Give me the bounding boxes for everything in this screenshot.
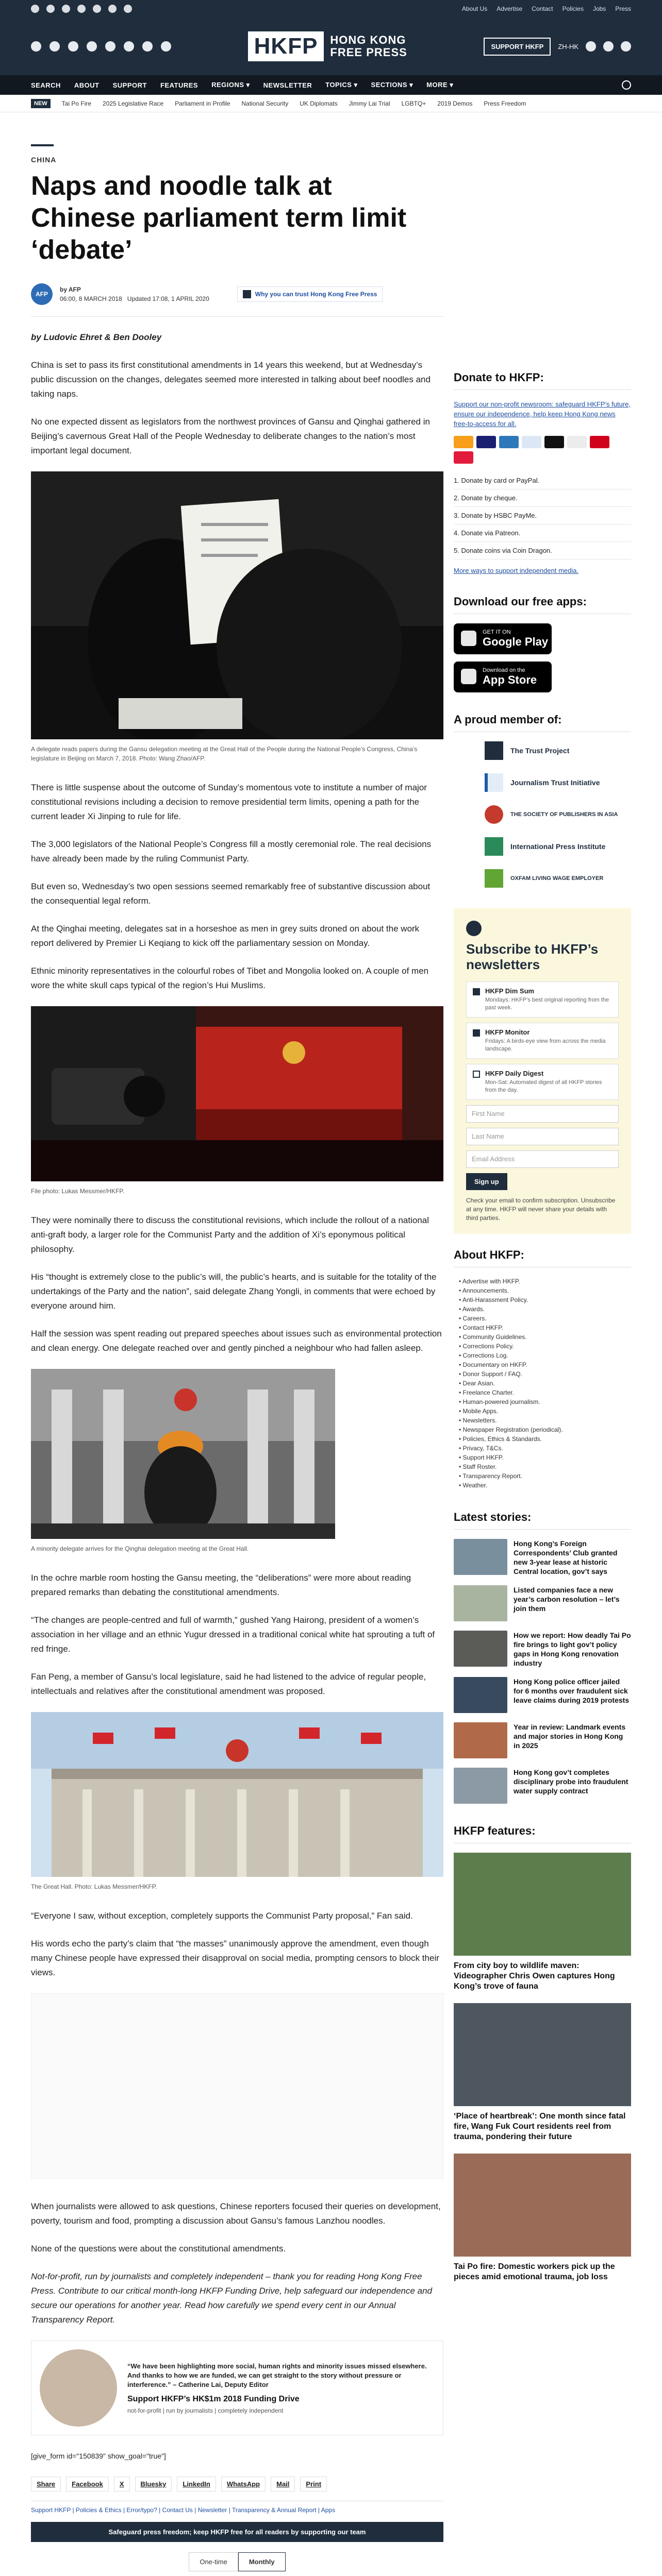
about-link[interactable]: • Privacy, T&Cs. — [459, 1444, 631, 1453]
article-authors: by Ludovic Ehret & Ben Dooley — [31, 332, 162, 342]
trending-item[interactable]: LGBTQ+ — [401, 99, 426, 107]
linkedin-icon[interactable] — [124, 41, 134, 52]
about-link[interactable]: • Newsletters. — [459, 1416, 631, 1425]
header-actions — [484, 38, 631, 56]
story-title: Listed companies face a new year’s carbon resolution – let’s join them — [514, 1586, 620, 1613]
embedded-post — [31, 1993, 443, 2179]
trending-bar — [0, 95, 662, 112]
app-store-button[interactable] — [454, 662, 552, 692]
applepay-icon — [544, 436, 564, 448]
publish-date: 06:00, 8 MARCH 2018 — [60, 295, 122, 302]
updated-date: Updated 17:08, 1 APRIL 2020 — [127, 295, 209, 302]
instagram-icon[interactable] — [68, 41, 78, 52]
newsletter-name: HKFP Daily Digest — [485, 1070, 544, 1077]
top-link[interactable]: Contact — [532, 5, 553, 12]
about-link[interactable]: • Donor Support / FAQ. — [459, 1369, 631, 1379]
donate-text — [454, 399, 631, 429]
nav-item-regions[interactable]: REGIONS ▾ — [211, 81, 250, 89]
user-icon[interactable] — [586, 41, 596, 52]
story-thumbnail — [454, 1539, 507, 1575]
visa-icon — [476, 436, 496, 448]
latest-story[interactable] — [454, 1677, 631, 1713]
latest-story[interactable] — [454, 1722, 631, 1758]
newsletter-desc: Mon-Sat: Automated digest of all HKFP stories from the day. — [485, 1079, 602, 1093]
photo-caption: A minority delegate arrives for the Qinghai delegation meeting at the Great Hall. — [31, 1545, 249, 1552]
banner-subtext: not-for-profit | run by journalists | completely independent — [127, 2407, 284, 2414]
feature-story[interactable] — [454, 2003, 631, 2142]
top-link[interactable]: Press — [615, 5, 631, 12]
share-bluesky-button[interactable]: Bluesky — [135, 2477, 172, 2492]
signup-button[interactable]: Sign up — [466, 1173, 507, 1190]
feature-image — [454, 2154, 631, 2257]
top-links — [462, 5, 631, 12]
google-play-button[interactable] — [454, 623, 552, 654]
paragraph: But even so, Wednesday’s two open sessions seemed remarkably free of substantive discussion about the consequential legal reform. — [31, 882, 431, 906]
email-field[interactable]: Email Address — [466, 1150, 619, 1168]
about-link[interactable]: • Support HKFP. — [459, 1453, 631, 1462]
author-avatar[interactable]: AFP — [31, 283, 53, 305]
share-button[interactable]: Share — [31, 2477, 61, 2492]
unionpay-icon — [590, 436, 609, 448]
top-link[interactable]: About Us — [461, 5, 488, 12]
newsletter-title: Subscribe to HKFP’s newsletters — [466, 941, 599, 972]
member-name: THE SOCIETY OF PUBLISHERS IN ASIA — [510, 811, 618, 818]
google-play-icon — [461, 631, 476, 646]
feature-image — [454, 2003, 631, 2106]
first-name-field[interactable]: First Name — [466, 1105, 619, 1123]
search-icon[interactable] — [603, 41, 614, 52]
logo-line-1: HONG KONG — [330, 33, 406, 46]
top-link[interactable]: Policies — [562, 5, 584, 12]
paragraph: When journalists were allowed to ask questions, Chinese reporters focused their queries on development, poverty, tourism and food, prompting a discussion about Gansu’s famous Lanzhou noodles. — [31, 2201, 441, 2226]
trending-item[interactable]: Jimmy Lai Trial — [349, 99, 390, 107]
new-badge: NEW — [31, 99, 51, 108]
donate-option[interactable]: 3. Donate by HSBC PayMe. — [454, 507, 631, 524]
photo-minority-delegate — [31, 1369, 335, 1539]
frequency-monthly[interactable]: Monthly — [238, 2552, 286, 2571]
telegram-icon[interactable] — [93, 5, 101, 13]
about-list — [454, 1277, 631, 1490]
story-title: Hong Kong’s Foreign Correspondents’ Club granted new 3-year lease at historic Central location, gov’t says — [514, 1539, 618, 1575]
about-link[interactable]: • Careers. — [459, 1314, 631, 1323]
jti-icon — [485, 773, 503, 792]
amex-icon — [499, 436, 519, 448]
newsletter-signup — [454, 908, 631, 1234]
member-logo[interactable] — [454, 837, 631, 856]
trust-project-icon — [485, 741, 503, 760]
photo-delegate-reading-art — [31, 471, 443, 739]
youtube-icon[interactable] — [77, 5, 86, 13]
share-linkedin-button[interactable]: LinkedIn — [177, 2477, 216, 2492]
about-link[interactable]: • Anti-Harassment Policy. — [459, 1295, 631, 1304]
latest-story[interactable] — [454, 1768, 631, 1804]
payme-icon — [454, 451, 473, 464]
site-header — [0, 18, 662, 75]
donate-option[interactable]: 2. Donate by cheque. — [454, 489, 631, 507]
header-social-icons — [31, 41, 171, 52]
photo-delegate-reading — [31, 471, 443, 739]
donate-option[interactable]: 5. Donate coins via Coin Dragon. — [454, 542, 631, 560]
google-play-small: GET IT ON — [483, 629, 511, 635]
facebook-icon[interactable] — [31, 41, 41, 52]
nav-item-topics[interactable]: TOPICS ▾ — [325, 81, 358, 89]
paragraph: His “thought is extremely close to the public’s will, the public’s hearts, and is suitable for the totality of the undertakings of the Party and the nation”, said delegate Zhang Yongli, in comments that were echoed by everyone around him. — [31, 1272, 437, 1311]
checkbox-checked[interactable] — [473, 988, 480, 995]
menu-icon[interactable] — [621, 41, 631, 52]
about-link[interactable]: • Advertise with HKFP. — [459, 1277, 631, 1286]
photo-camera-operator-art — [31, 1006, 443, 1181]
byline-meta — [60, 285, 209, 303]
ipi-icon — [485, 837, 503, 856]
share-whatsapp-button[interactable]: WhatsApp — [221, 2477, 266, 2492]
photo-great-hall-art — [31, 1712, 443, 1877]
trust-icon — [243, 290, 251, 298]
latest-title: Latest stories: — [454, 1511, 631, 1530]
banner-quote: “We have been highlighting more social, human rights and minority issues missed elsewhere. And thanks to how we are funded, we can get straight to the story without pressure or interference.” – Catherine Lai, Deputy Editor — [127, 2362, 427, 2388]
bell-icon — [466, 921, 482, 936]
paragraph: Half the session was spent reading out prepared speeches about issues such as environmental protection and clean energy. One delegate reached over and gently pinched a neighbour who had fallen asleep. — [31, 1329, 442, 1353]
paragraph: China is set to pass its first constitutional amendments in 14 years this weekend, but at Wednesday’s public discussion on the changes, delegates seemed more interested in talking about beef noodles and taking naps. — [31, 360, 431, 399]
about-link[interactable]: • Newspaper Registration (periodical). — [459, 1425, 631, 1434]
app-store-small: Download on the — [483, 667, 525, 673]
donate-text-link[interactable]: Support our non-profit newsroom: safeguard HKFP’s future, ensure our independence, help keep Hong Kong news free-to-access for all. — [454, 400, 631, 428]
story-thumbnail — [454, 1768, 507, 1804]
feature-story[interactable] — [454, 2154, 631, 2282]
donate-title: Donate to HKFP: — [454, 371, 631, 390]
features-title: HKFP features: — [454, 1824, 631, 1843]
section-rule — [31, 144, 54, 146]
about-link[interactable]: • Documentary on HKFP. — [459, 1360, 631, 1369]
google-play-label: Google Play — [483, 635, 549, 648]
share-x-button[interactable]: X — [114, 2477, 130, 2492]
top-utility-bar — [0, 0, 662, 18]
about-link[interactable]: • Contact HKFP. — [459, 1323, 631, 1332]
feature-title: From city boy to wildlife maven: Videographer Chris Owen captures Hong Kong’s trove of fauna — [454, 1961, 615, 1991]
donation-frequency — [31, 2552, 443, 2571]
share-mail-button[interactable]: Mail — [271, 2477, 295, 2492]
member-name: Journalism Trust Initiative — [510, 778, 600, 787]
paragraph: Ethnic minority representatives in the colourful robes of Tibet and Mongolia looked on. A couple of men wore the white skull caps typical of the region’s Hui Muslims. — [31, 966, 429, 990]
support-note: Not-for-profit, run by journalists and completely independent – thank you for reading Hong Kong Free Press. Contribute to our critical month-long HKFP Funding Drive, help safeguard our independence and secure our operations for another year. Read how carefully we spend every cent in our Annual Transparency Report. — [31, 2272, 433, 2325]
paragraph: There is little suspense about the outcome of Sunday’s momentous vote to institute a number of major constitutional revisions including a decision to remove presidential term limits, opening a path for the current leader Xi Jinping to rule for life. — [31, 783, 427, 821]
paragraph: His words echo the party’s claim that “the masses” unanimously approve the amendment, even though many Chinese people have expressed their disapproval on social media, prompting censors to block their views. — [31, 1939, 439, 1977]
bluesky-icon[interactable] — [124, 5, 132, 13]
paragraph: In the ochre marble room hosting the Gansu meeting, the “deliberations” were more about reading prepared remarks than debating the constitutional amendments. — [31, 1573, 411, 1597]
donate-option[interactable]: 1. Donate by card or PayPal. — [454, 472, 631, 489]
nav-item-about[interactable]: ABOUT — [74, 81, 100, 89]
member-name: International Press Institute — [510, 842, 606, 851]
editor-photo — [40, 2349, 117, 2427]
bluesky-icon[interactable] — [142, 41, 153, 52]
nav-item-features[interactable]: FEATURES — [160, 81, 198, 89]
nav-item-more[interactable]: MORE ▾ — [426, 81, 454, 89]
donate-options — [454, 472, 631, 560]
logo-line-2: FREE PRESS — [330, 46, 407, 59]
support-hkfp-button[interactable]: SUPPORT HKFP — [484, 38, 551, 56]
paypal-icon — [522, 436, 541, 448]
banner-heading: Support HKFP’s HK$1m 2018 Funding Drive — [127, 2395, 300, 2403]
story-thumbnail — [454, 1631, 507, 1667]
trust-label: Why you can trust Hong Kong Free Press — [255, 291, 377, 298]
logo-text — [330, 34, 407, 59]
newsletter-option[interactable] — [466, 1064, 619, 1100]
story-title: Hong Kong police officer jailed for 6 months over fraudulent sick leave claims during 2019 protests — [514, 1677, 630, 1704]
trust-link[interactable] — [237, 286, 383, 302]
photo-caption: The Great Hall. Photo: Lukas Messmer/HKFP. — [31, 1883, 157, 1890]
about-link[interactable]: • Mobile Apps. — [459, 1406, 631, 1416]
about-link[interactable]: • Dear Asian. — [459, 1379, 631, 1388]
checkbox-unchecked[interactable] — [473, 1071, 480, 1078]
language-switch[interactable]: ZH-HK — [558, 42, 578, 50]
about-link[interactable]: • Human-powered journalism. — [459, 1397, 631, 1406]
paragraph: The 3,000 legislators of the National People’s Congress fill a mostly ceremonial role. The real decisions have already been made by the ruling Communist Party. — [31, 839, 432, 863]
photo-camera-operator — [31, 1006, 443, 1181]
social-icons — [31, 5, 132, 13]
paragraph: No one expected dissent as legislators from the northwest provinces of Gansu and Qinghai gathered in Beijing’s cavernous Great Hall of the People Wednesday to deliberate changes to the nation’s most important legal document. — [31, 417, 430, 455]
about-link[interactable]: • Awards. — [459, 1304, 631, 1314]
nav-item-search[interactable]: SEARCH — [31, 81, 61, 89]
member-logo[interactable] — [454, 805, 631, 824]
nav-item-sections[interactable]: SECTIONS ▾ — [371, 81, 413, 89]
member-logo[interactable] — [454, 773, 631, 792]
newsletter-fine-print: Check your email to confirm subscription. Unsubscribe at any time. HKFP will never share your details with third parties. — [466, 1197, 616, 1222]
banner-text — [127, 2362, 435, 2414]
paragraph: None of the questions were about the constitutional amendments. — [31, 2244, 286, 2253]
x-icon[interactable] — [49, 41, 60, 52]
member-name: OXFAM LIVING WAGE EMPLOYER — [510, 875, 604, 882]
threads-icon[interactable] — [161, 41, 171, 52]
funding-drive-banner[interactable] — [31, 2341, 443, 2435]
photo-great-hall — [31, 1712, 443, 1877]
app-store-label: App Store — [483, 673, 537, 686]
logo-mark: HKFP — [248, 31, 324, 61]
member-name: The Trust Project — [510, 747, 570, 755]
about-link[interactable]: • Announcements. — [459, 1286, 631, 1295]
about-link[interactable]: • Corrections Policy. — [459, 1342, 631, 1351]
article — [31, 144, 443, 2576]
linkedin-icon[interactable] — [108, 5, 117, 13]
about-link[interactable]: • Weather. — [459, 1481, 631, 1490]
top-link[interactable]: Jobs — [592, 5, 606, 12]
nav-item-support[interactable]: SUPPORT — [112, 81, 147, 89]
article-title: Naps and noodle talk at Chinese parliament term limit ‘debate’ — [31, 171, 407, 265]
trending-item[interactable]: Parliament in Profile — [175, 99, 230, 107]
more-ways-link[interactable]: More ways to support independent media. — [454, 567, 579, 574]
paragraph: “Everyone I saw, without exception, completely supports the Communist Party proposal,” Fan said. — [31, 1911, 413, 1921]
apps-title: Download our free apps: — [454, 595, 631, 614]
safeguard-banner: Safeguard press freedom; keep HKFP free for all readers by supporting our team — [31, 2522, 443, 2542]
story-title: How we report: How deadly Tai Po fire brings to light gov’t policy gaps in Hong Kong renovation industry — [514, 1631, 631, 1667]
nav-item-newsletter[interactable]: NEWSLETTER — [263, 81, 312, 89]
byline — [31, 283, 443, 317]
story-title: Hong Kong gov’t completes disciplinary probe into fraudulent water supply contract — [514, 1768, 628, 1795]
about-link[interactable]: • Staff Roster. — [459, 1462, 631, 1471]
last-name-field[interactable]: Last Name — [466, 1128, 619, 1145]
trending-item[interactable]: Tai Po Fire — [61, 99, 92, 107]
newsletter-option[interactable] — [466, 981, 619, 1018]
search-icon[interactable] — [622, 80, 631, 90]
latest-story[interactable] — [454, 1585, 631, 1621]
newsletter-desc: Mondays: HKFP’s best original reporting from the past week. — [485, 997, 609, 1011]
story-title: Year in review: Landmark events and major stories in Hong Kong in 2025 — [514, 1723, 626, 1750]
story-thumbnail — [454, 1722, 507, 1758]
youtube-icon[interactable] — [87, 41, 97, 52]
member-title: A proud member of: — [454, 713, 631, 732]
paragraph: At the Qinghai meeting, delegates sat in a horseshoe as men in grey suits droned on about the work report delivered by Premier Li Keqiang to kick off the parliamentary session on Monday. — [31, 924, 420, 948]
donate-option[interactable]: 4. Donate via Patreon. — [454, 524, 631, 542]
section-label[interactable]: CHINA — [31, 156, 57, 164]
feature-title: Tai Po fire: Domestic workers pick up the pieces amid emotional trauma, job loss — [454, 2262, 615, 2281]
member-logo[interactable] — [454, 741, 631, 760]
about-link[interactable]: • Transparency Report. — [459, 1471, 631, 1481]
feature-title: ‘Place of heartbreak’: One month since fatal fire, Wang Fuk Court residents reel from trauma, pondering their future — [454, 2112, 626, 2141]
trending-item[interactable]: Press Freedom — [484, 99, 526, 107]
paragraph: “The changes are people-centred and full of warmth,” gushed Yang Hairong, president of a women’s association in her village and an ethnic Yugur dressed in a traditional conical white hat sprouting a tuft of red fringe. — [31, 1615, 435, 1654]
give-form-shortcode: [give_form id="150839" show_goal="true"] — [31, 2452, 166, 2460]
photo-caption: File photo: Lukas Messmer/HKFP. — [31, 1188, 125, 1195]
top-link[interactable]: Advertise — [496, 5, 523, 12]
frequency-one-time[interactable]: One-time — [189, 2552, 238, 2571]
print-button[interactable]: Print — [300, 2477, 327, 2492]
story-thumbnail — [454, 1585, 507, 1621]
support-links[interactable]: Support HKFP | Policies & Ethics | Error/typo? | Contact Us | Newsletter | Transparency & Annual Report | Apps — [31, 2501, 443, 2514]
newsletter-name: HKFP Dim Sum — [485, 987, 535, 995]
share-buttons — [31, 2477, 443, 2492]
checkbox-checked[interactable] — [473, 1029, 480, 1037]
trending-item[interactable]: National Security — [241, 99, 289, 107]
payment-icons — [454, 436, 631, 464]
story-thumbnail — [454, 1677, 507, 1713]
main-nav — [0, 75, 662, 95]
about-link[interactable]: • Policies, Ethics & Standards. — [459, 1434, 631, 1444]
share-facebook-button[interactable]: Facebook — [66, 2477, 109, 2492]
photo-minority-delegate-art — [31, 1369, 335, 1539]
about-link[interactable]: • Freelance Charter. — [459, 1388, 631, 1397]
about-link[interactable]: • Corrections Log. — [459, 1351, 631, 1360]
paragraph: Fan Peng, a member of Gansu’s local legislature, said he had listened to the advice of regular people, intellectuals and relatives after the constitutional amendment was proposed. — [31, 1672, 426, 1696]
site-logo[interactable] — [248, 31, 407, 61]
trending-item[interactable]: 2019 Demos — [437, 99, 473, 107]
newsletter-name: HKFP Monitor — [485, 1028, 530, 1036]
feature-story[interactable] — [454, 1853, 631, 1992]
latest-story[interactable] — [454, 1631, 631, 1668]
newsletter-option[interactable] — [466, 1023, 619, 1059]
instagram-icon[interactable] — [62, 5, 70, 13]
about-title: About HKFP: — [454, 1248, 631, 1267]
newsletter-desc: Fridays: A birds-eye view from across the media landscape. — [485, 1038, 606, 1052]
feature-image — [454, 1853, 631, 1956]
mastercard-icon — [454, 436, 473, 448]
oxfam-icon — [485, 869, 503, 888]
trending-item[interactable]: UK Diplomats — [300, 99, 338, 107]
member-logo[interactable] — [454, 869, 631, 888]
paragraph: They were nominally there to discuss the constitutional revisions, which include the rollout of a national anti-graft body, a larger role for the Communist Party and the addition of Xi’s eponymous political philosophy. — [31, 1215, 429, 1254]
about-link[interactable]: • Community Guidelines. — [459, 1332, 631, 1342]
latest-story[interactable] — [454, 1539, 631, 1576]
photo-caption: A delegate reads papers during the Gansu delegation meeting at the Great Hall of the People during the National People’s Congress, China’s legislature in Beijing on March 7, 2018. Photo: Wang Zhao/AFP. — [31, 745, 418, 762]
sopa-icon — [485, 805, 503, 824]
trending-item[interactable]: 2025 Legislative Race — [103, 99, 164, 107]
telegram-icon[interactable] — [105, 41, 115, 52]
byline-author[interactable]: by AFP — [60, 286, 81, 293]
sidebar — [454, 371, 631, 2294]
facebook-icon[interactable] — [31, 5, 39, 13]
googlepay-icon — [567, 436, 587, 448]
apple-icon — [461, 669, 476, 684]
x-icon[interactable] — [46, 5, 55, 13]
